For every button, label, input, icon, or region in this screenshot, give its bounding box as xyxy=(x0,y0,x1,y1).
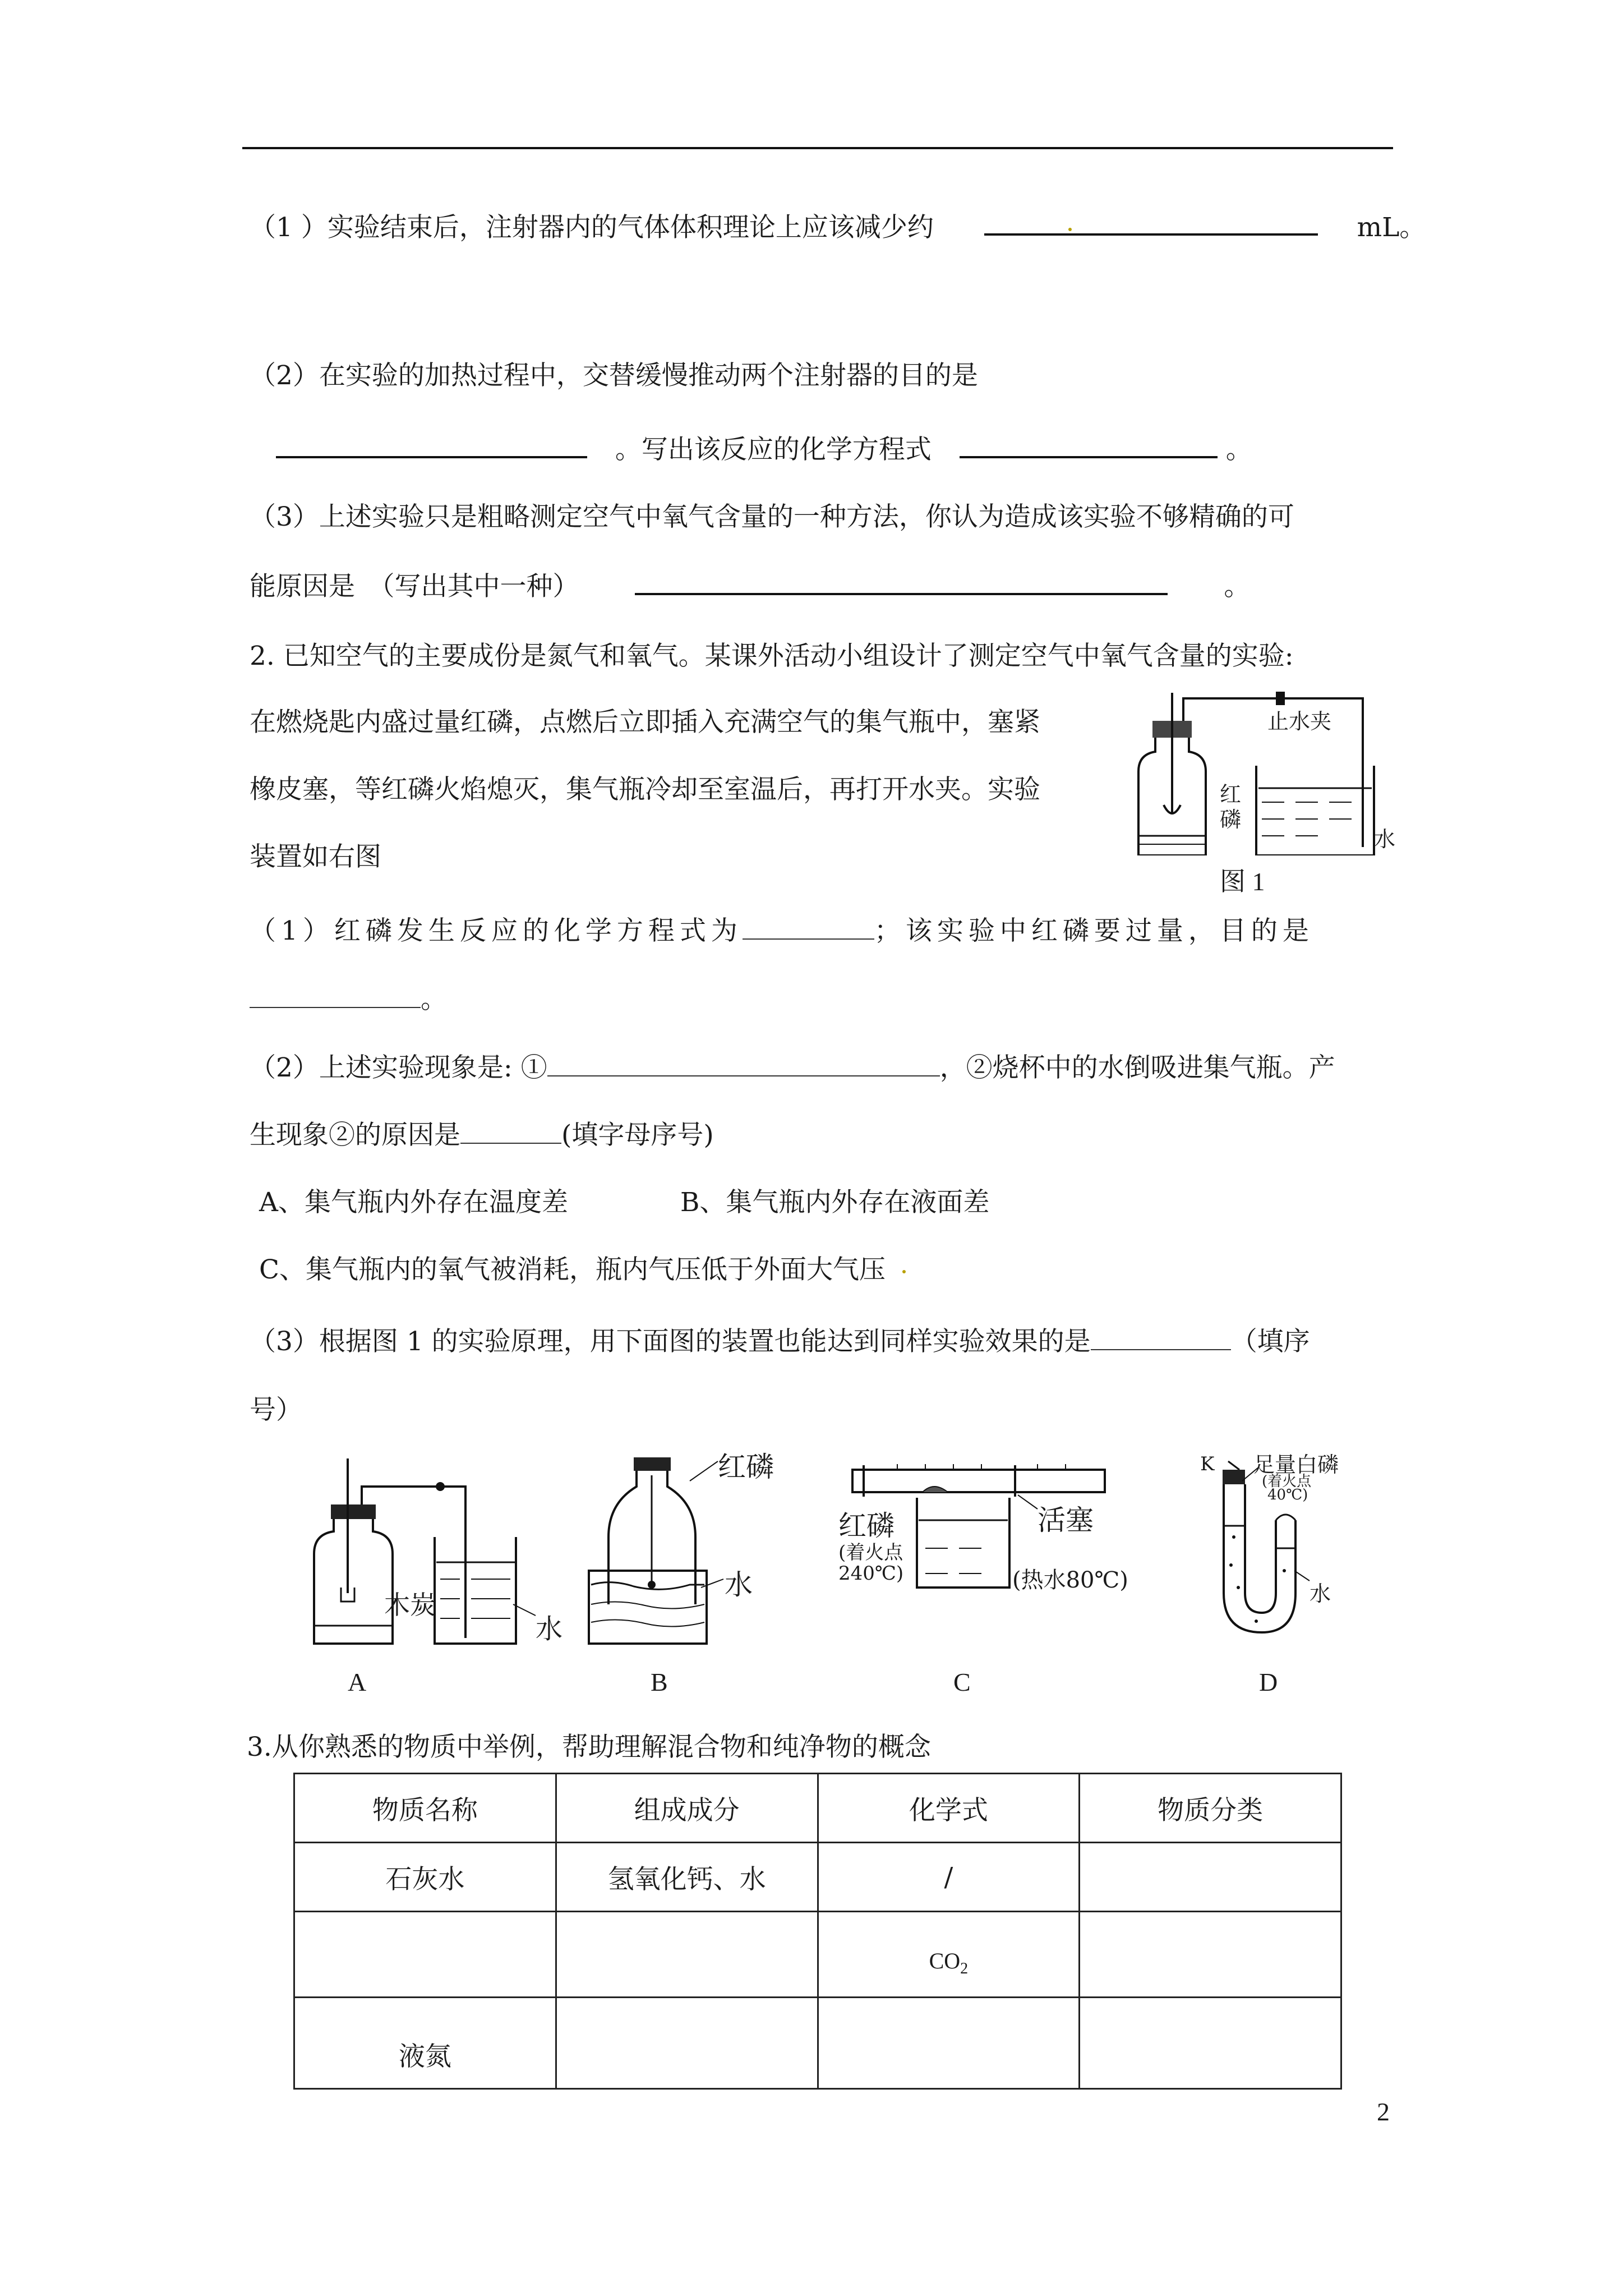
answer-blank[interactable] xyxy=(635,570,1168,595)
apparatus-b xyxy=(578,1442,813,1655)
apparatus-d-label-white-phosphorus: 足量白磷 xyxy=(1253,1452,1339,1477)
formula-subscript: 2 xyxy=(960,1960,969,1977)
formula-text: CO xyxy=(929,1948,961,1973)
header-rule xyxy=(242,147,1393,149)
q1-part3b-end: 。 xyxy=(1224,571,1251,602)
apparatus-b-drawing xyxy=(578,1442,813,1649)
q2-sub2a-text2: ，②烧杯中的水倒吸进集气瓶。产 xyxy=(939,1052,1335,1083)
apparatus-c-caption: C xyxy=(953,1668,971,1696)
q2-sub3a xyxy=(250,1325,1310,1359)
table-cell[interactable] xyxy=(1080,1998,1341,2089)
apparatus-a-label-water: 水 xyxy=(536,1613,563,1645)
q2-sub2b-text: 生现象②的原因是 xyxy=(250,1120,460,1151)
q2-sub3a-text: （3）根据图 1 的实验原理，用下面图的装置也能达到同样实验效果的是 xyxy=(250,1326,1091,1357)
apparatus-d xyxy=(1200,1453,1402,1655)
apparatus-c-label-phosphorus: 红磷 xyxy=(838,1510,895,1542)
q3-title-text: 3.从你熟悉的物质中举例，帮助理解混合物和纯净物的概念 xyxy=(247,1732,931,1763)
q2-intro-text: 橡皮塞，等红磷火焰熄灭，集气瓶冷却至室温后，再打开水夹。实验 xyxy=(250,774,1040,805)
figure-1-label-phosphorus: 红 xyxy=(1220,782,1242,807)
substance-table xyxy=(293,1773,1342,2090)
apparatus-b-label-phosphorus: 红磷 xyxy=(718,1451,774,1483)
apparatus-c-label-hot-water: (热水80℃) xyxy=(1012,1567,1128,1593)
q1-part3a xyxy=(250,500,1294,534)
apparatus-d-label-ignition-temp: 40℃) xyxy=(1267,1487,1308,1503)
q2-option-c xyxy=(259,1253,907,1287)
q1-part2b xyxy=(276,433,1252,467)
answer-blank[interactable] xyxy=(276,434,587,458)
q1-part3a-text: （3）上述实验只是粗略测定空气中氧气含量的一种方法，你认为造成该实验不够精确的可 xyxy=(250,501,1294,532)
q2-sub1b xyxy=(250,983,447,1016)
q2-intro-text: 2. 已知空气的主要成份是氮气和氧气。某课外活动小组设计了测定空气中氧气含量的实验: xyxy=(250,641,1294,671)
table-row xyxy=(294,1912,1341,1998)
apparatus-a-caption: A xyxy=(348,1668,367,1696)
table-row xyxy=(294,1843,1341,1912)
figure-1-drawing xyxy=(1127,687,1385,855)
apparatus-b-label-water: 水 xyxy=(725,1568,753,1601)
apparatus-c xyxy=(813,1453,1128,1655)
table-cell[interactable] xyxy=(556,1912,818,1998)
option-c: C、集气瓶内的氧气被消耗，瓶内气压低于外面大气压 xyxy=(259,1254,886,1285)
apparatus-c-label-ignition-temp: 240℃) xyxy=(838,1562,904,1585)
apparatus-a-label-charcoal: 木炭 xyxy=(384,1590,436,1620)
table-cell[interactable] xyxy=(556,1998,818,2089)
table-cell-formula xyxy=(818,1912,1080,1998)
q2-sub2a-text: （2）上述实验现象是: ① xyxy=(250,1052,547,1083)
option-b: B、集气瓶内外存在液面差 xyxy=(680,1187,990,1218)
q3-title xyxy=(247,1731,931,1764)
page-number: 2 xyxy=(1377,2097,1390,2126)
q2-intro-text: 装置如右图 xyxy=(250,841,381,872)
q2-sub1a-text2: ；该实验中红磷要过量，目的是 xyxy=(874,915,1314,946)
figure-1-label-clamp: 止水夹 xyxy=(1267,709,1332,734)
table-cell: 液氮 xyxy=(294,1998,556,2089)
table-header-row xyxy=(294,1774,1341,1843)
answer-blank[interactable] xyxy=(1091,1327,1231,1350)
option-a: A、集气瓶内外存在温度差 xyxy=(259,1187,568,1218)
table-header-cell: 化学式 xyxy=(818,1774,1080,1843)
q2-intro-line4 xyxy=(250,840,381,874)
apparatus-d-label-water: 水 xyxy=(1310,1581,1331,1606)
q2-intro-text: 在燃烧匙内盛过量红磷，点燃后立即插入充满空气的集气瓶中，塞紧 xyxy=(250,707,1040,738)
q2-sub2b xyxy=(250,1119,714,1152)
q2-sub1a xyxy=(250,914,1314,948)
q2-sub3b-text: 号） xyxy=(250,1395,302,1425)
q2-intro-line1 xyxy=(250,639,1294,673)
apparatus-a xyxy=(303,1453,583,1655)
answer-blank[interactable] xyxy=(250,984,421,1008)
q1-part2b-end: 。 xyxy=(1225,434,1252,465)
answer-blank[interactable] xyxy=(984,211,1318,236)
table-cell: 石灰水 xyxy=(294,1843,556,1912)
q1-part1 xyxy=(250,211,1426,245)
figure-1-label-water: 水 xyxy=(1374,827,1396,852)
answer-blank[interactable] xyxy=(743,916,874,940)
apparatus-b-caption: B xyxy=(651,1668,668,1696)
q1-part3b xyxy=(250,570,1250,604)
q2-sub2b-text2: (填字母序号) xyxy=(561,1120,714,1151)
answer-blank[interactable] xyxy=(960,434,1218,458)
apparatus-d-label-k: K xyxy=(1200,1453,1215,1475)
q2-intro-line2 xyxy=(250,706,1040,739)
q2-sub3b xyxy=(250,1393,302,1427)
q1-part1-unit: mL。 xyxy=(1357,212,1426,243)
figure-1-apparatus xyxy=(1127,687,1396,896)
answer-blank[interactable] xyxy=(547,1053,940,1076)
answer-blank[interactable] xyxy=(460,1120,561,1144)
q1-part2b-text: 。写出该反应的化学方程式 xyxy=(615,434,932,465)
q2-sub3a-text2: （填序 xyxy=(1230,1326,1310,1357)
table-cell[interactable] xyxy=(1080,1843,1341,1912)
table-cell: 氢氧化钙、水 xyxy=(556,1843,818,1912)
table-header-cell: 物质名称 xyxy=(294,1774,556,1843)
q2-sub1b-end: 。 xyxy=(421,984,447,1015)
table-row xyxy=(294,1998,1341,2089)
q2-options-ab xyxy=(259,1186,989,1220)
q2-sub2a xyxy=(250,1051,1335,1085)
q2-intro-line3 xyxy=(250,773,1040,807)
table-cell[interactable] xyxy=(1080,1912,1341,1998)
table-cell[interactable] xyxy=(818,1998,1080,2089)
q1-part2 xyxy=(250,359,978,393)
apparatus-c-label-ignition: (着火点 xyxy=(838,1542,903,1564)
table-header-cell: 物质分类 xyxy=(1080,1774,1341,1843)
figure-1-label-phosphorus: 磷 xyxy=(1220,807,1242,832)
figure-1-caption: 图 1 xyxy=(1220,867,1265,896)
q1-part3b-text: 能原因是 （写出其中一种） xyxy=(250,571,579,602)
apparatus-d-caption: D xyxy=(1259,1668,1278,1696)
table-cell: / xyxy=(818,1843,1080,1912)
q1-part2-text: （2）在实验的加热过程中，交替缓慢推动两个注射器的目的是 xyxy=(250,360,978,391)
apparatus-d-label-ignition: (着火点 xyxy=(1262,1473,1312,1490)
q1-part1-text: （1 ）实验结束后，注射器内的气体体积理论上应该减少约 xyxy=(250,212,934,243)
apparatus-c-label-piston: 活塞 xyxy=(1038,1504,1094,1536)
table-header-cell: 组成成分 xyxy=(556,1774,818,1843)
q2-sub1a-text: （1）红磷发生反应的化学方程式为 xyxy=(250,915,743,946)
table-cell[interactable] xyxy=(294,1912,556,1998)
